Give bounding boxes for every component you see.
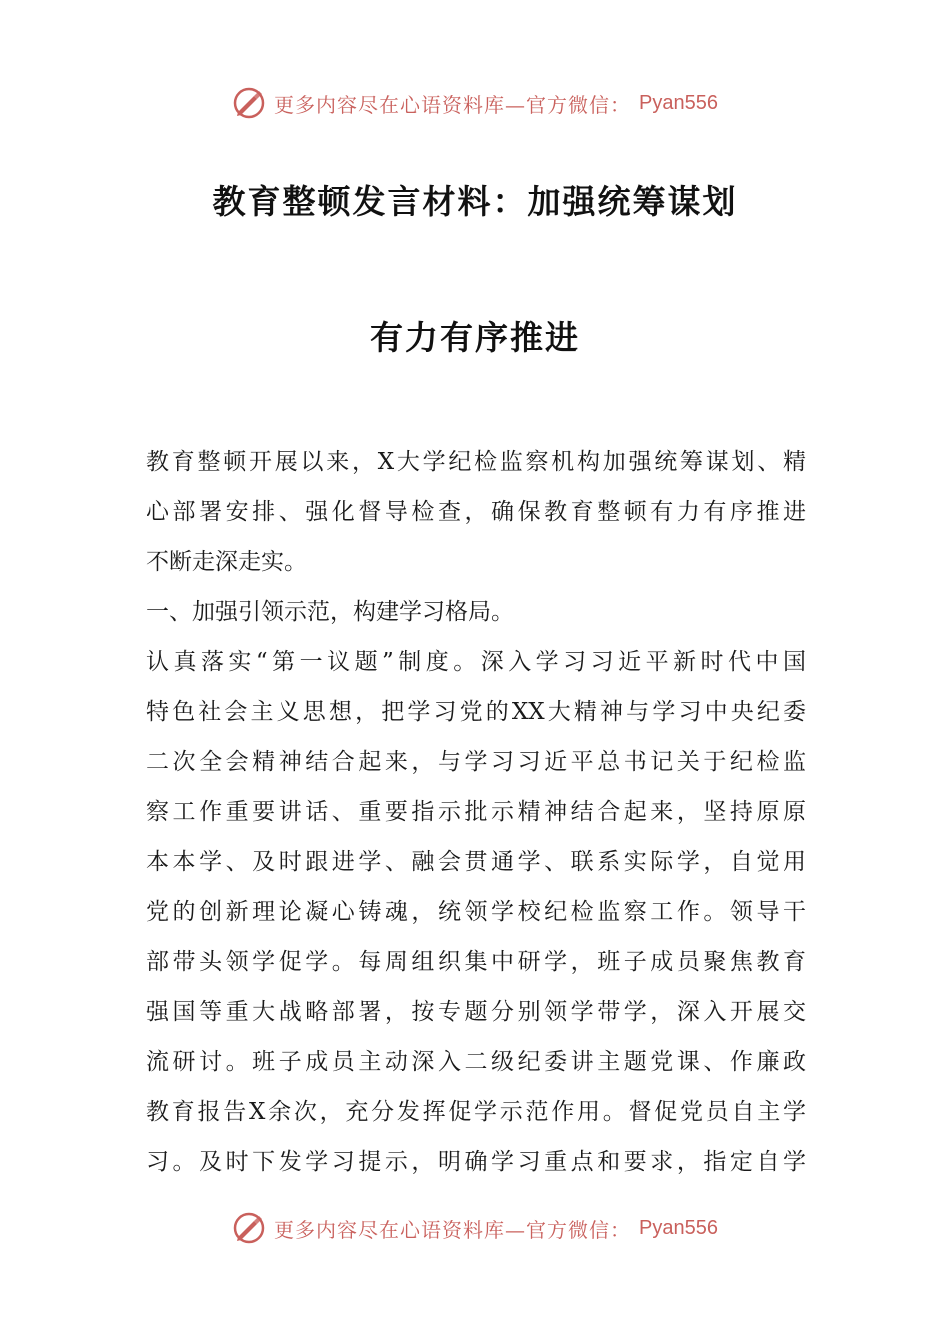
body-line: 强国等重大战略部署，按专题分别领学带学，深入开展交 (146, 999, 806, 1025)
body-line: 部带头领学促学。每周组织集中研学，班子成员聚焦教育 (146, 949, 806, 975)
watermark-text: 更多内容尽在心语资料库—官方微信： (274, 92, 632, 117)
body-line: 习。及时下发学习提示，明确学习重点和要求，指定自学 (146, 1149, 806, 1175)
pen-logo-icon (232, 1211, 266, 1245)
body-line: 察工作重要讲话、重要指示批示精神结合起来，坚持原原 (146, 799, 806, 825)
watermark-wechat-id: Pyan556 (639, 91, 718, 114)
document-title-line-1: 教育整顿发言材料：加强统筹谋划 (212, 182, 738, 221)
body-line: 特色社会主义思想，把学习党的XX大精神与学习中央纪委 (146, 699, 806, 725)
document-title-line-2: 有力有序推进 (370, 318, 580, 357)
footer-watermark (0, 1208, 950, 1248)
pen-logo-icon (232, 86, 266, 120)
body-line: 认真落实“第一议题”制度。深入学习习近平新时代中国 (146, 649, 806, 675)
watermark-text: 更多内容尽在心语资料库—官方微信： (274, 1217, 632, 1242)
body-line: 教育整顿开展以来，X大学纪检监察机构加强统筹谋划、精 (146, 449, 806, 475)
body-line: 流研讨。班子成员主动深入二级纪委讲主题党课、作廉政 (146, 1049, 806, 1075)
body-line: 党的创新理论凝心铸魂，统领学校纪检监察工作。领导干 (146, 899, 806, 925)
body-line: 不断走深走实。 (146, 549, 307, 575)
body-line: 教育报告X余次，充分发挥促学示范作用。督促党员自主学 (146, 1099, 806, 1125)
header-watermark (0, 83, 950, 123)
body-line: 二次全会精神结合起来，与学习习近平总书记关于纪检监 (146, 749, 806, 775)
body-line: 心部署安排、强化督导检查，确保教育整顿有力有序推进 (146, 499, 806, 525)
watermark-wechat-id: Pyan556 (639, 1216, 718, 1239)
body-line: 本本学、及时跟进学、融会贯通学、联系实际学，自觉用 (146, 849, 806, 875)
document-body (146, 437, 806, 1187)
section-heading: 一、加强引领示范，构建学习格局。 (146, 599, 514, 625)
